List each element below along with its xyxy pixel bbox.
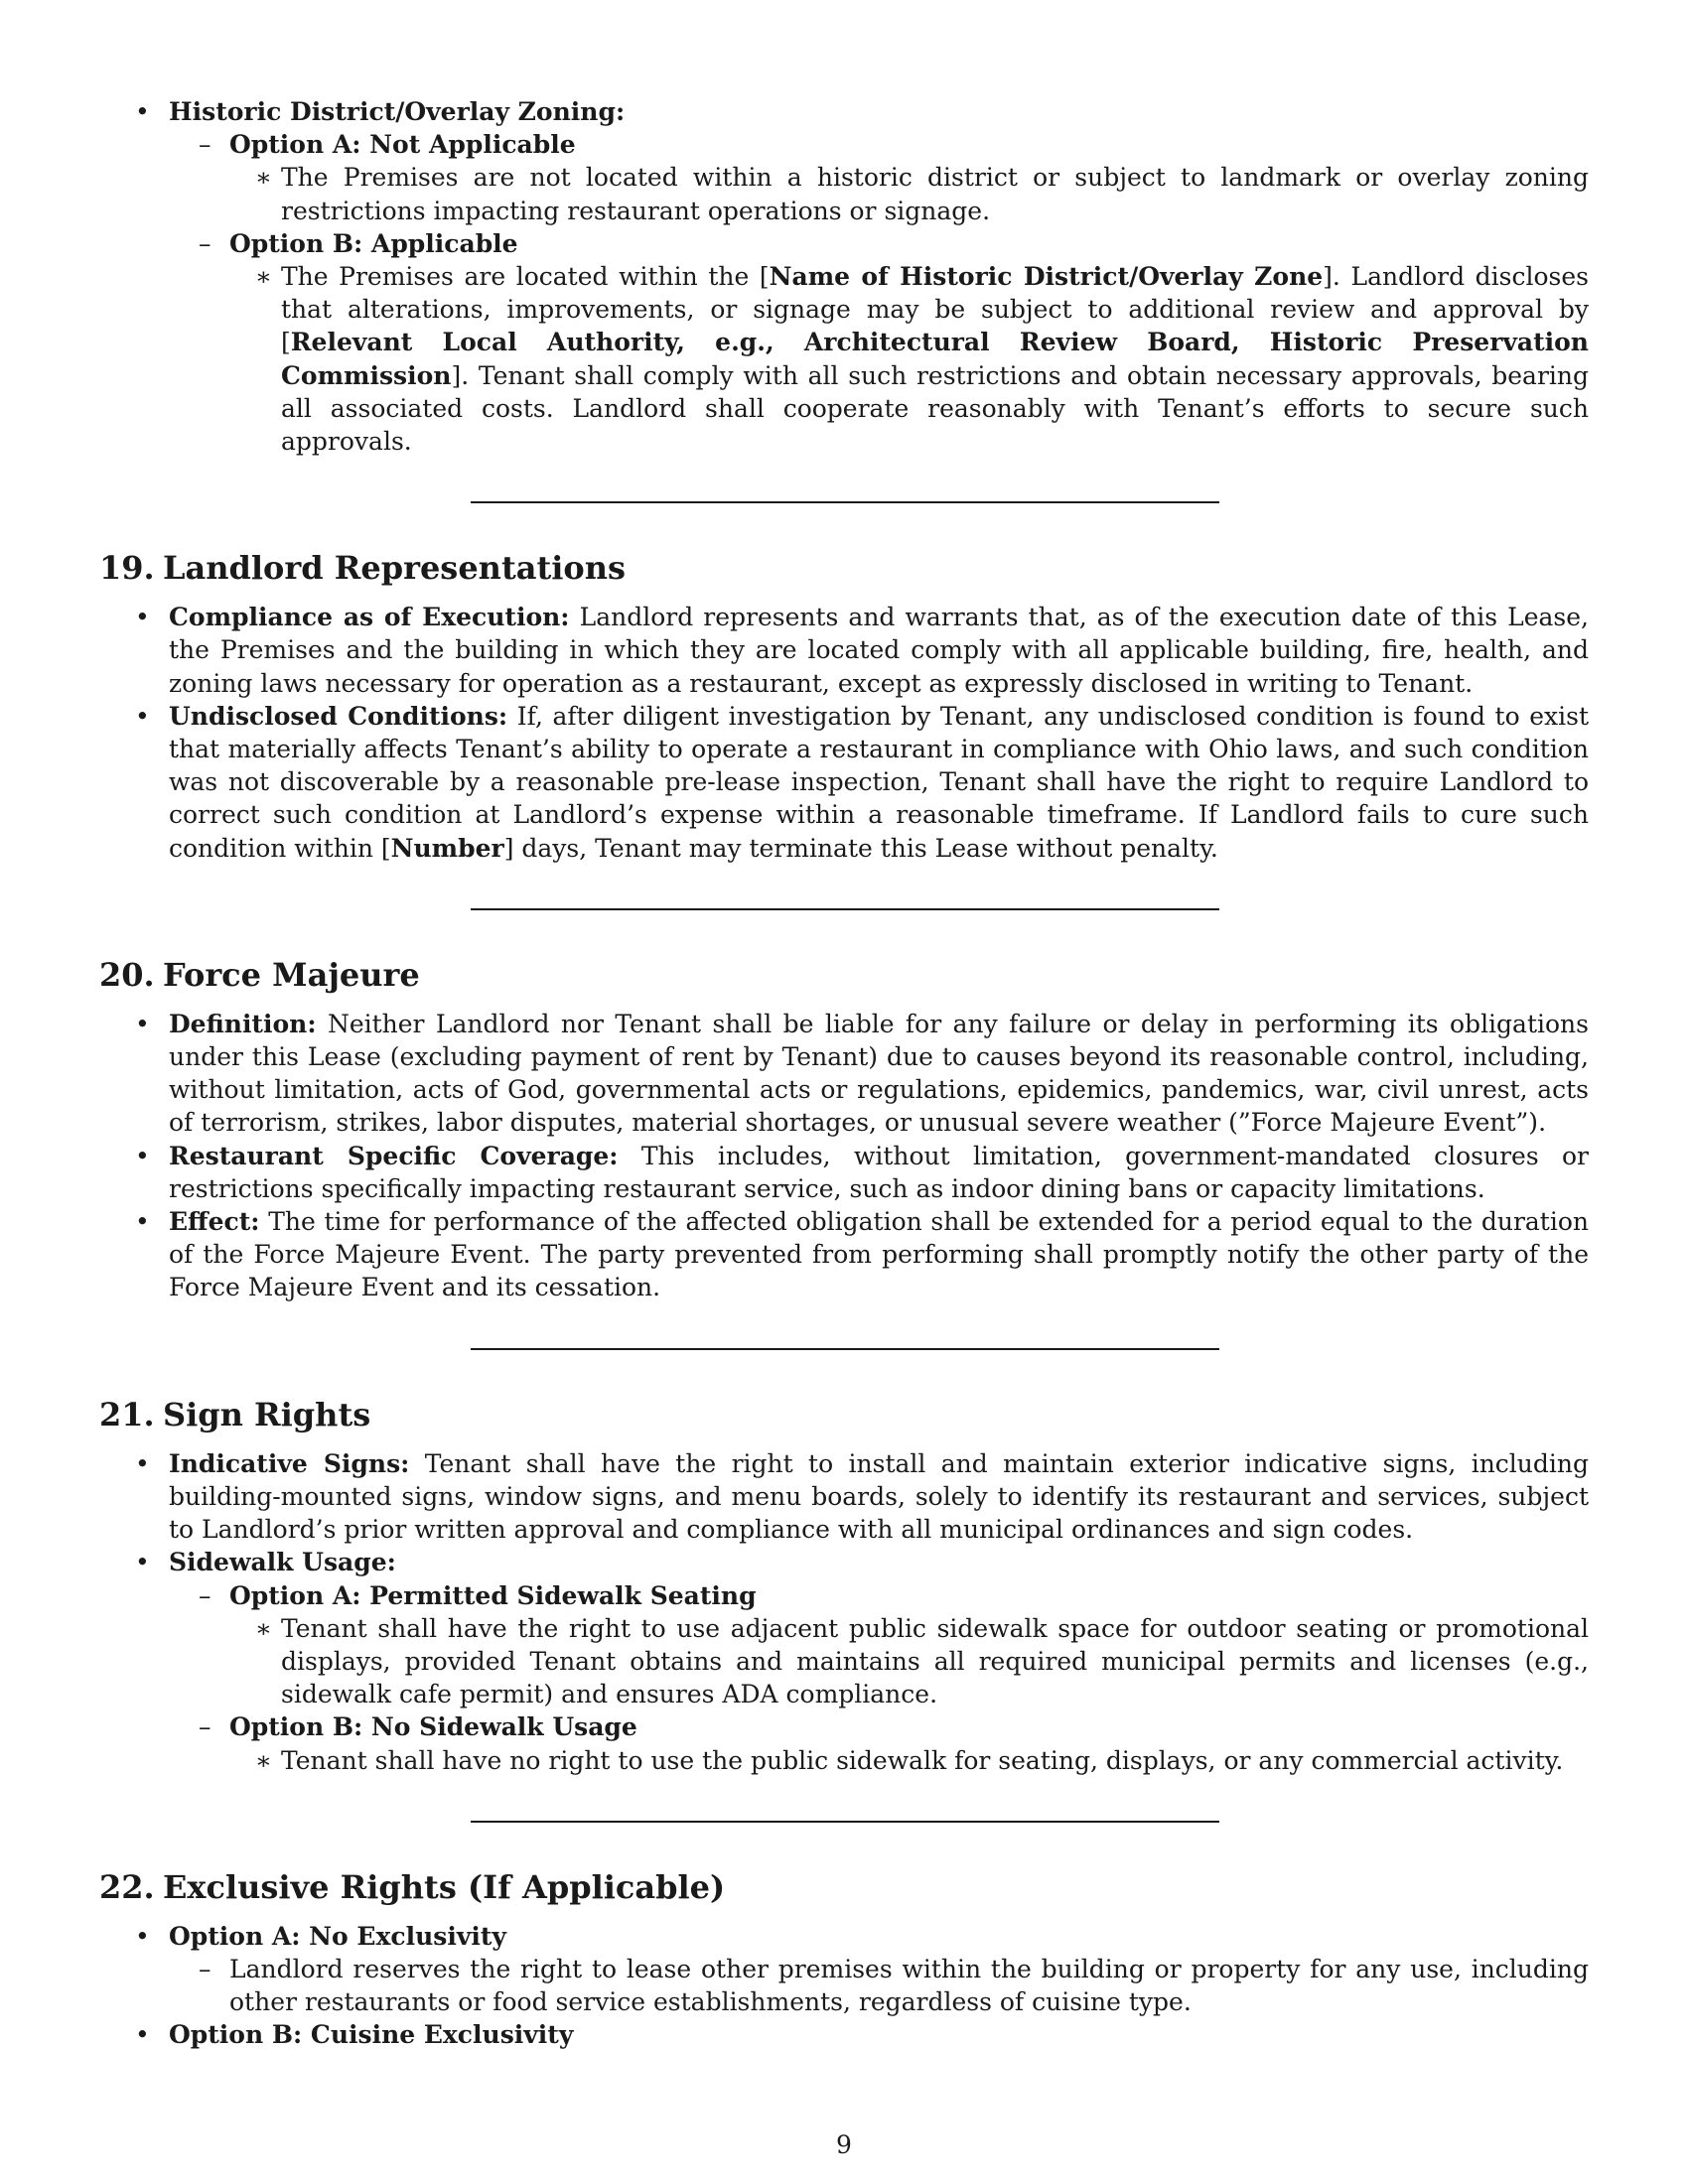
list-item: • Compliance as of Execution: Landlord represents and warrants that, as of the execution date of this Lease, the Premises and the building in which they are located comply with all applicable building, fire, health, and zoning laws necessary for operation as a restaurant, except as expressly disclosed in writing to Tenant. xyxy=(99,601,1589,700)
list-item: • Indicative Signs: Tenant shall have the right to install and maintain exterior indicative signs, including building-mounted signs, window signs, and menu boards, solely to identify its restaurant and services, subject to Landlord’s prior written approval and compliance with all municipal ordinances and sign codes. xyxy=(99,1447,1589,1547)
list-item: • Undisclosed Conditions: If, after diligent investigation by Tenant, any undisclosed condition is found to exist that materially affects Tenant’s ability to operate a restaurant in compliance with Ohio laws, and such condition was not discoverable by a reasonable pre-lease inspection, Tenant shall have the right to require Landlord to correct such condition at Landlord’s expense within a reasonable timeframe. If Landlord fails to cure such condition within [Number] days, Tenant may terminate this Lease without penalty. xyxy=(99,700,1589,865)
historic-option-b-text: ∗ The Premises are located within the [Name of Historic District/Overlay Zone]. Landlord discloses that alterations, improvements, or signage may be subject to additional review and approval by [Relevant Local Authority, e.g., Architectural Review Board, Historic Preservation Commission]. Tenant shall comply with all such restrictions and obtain necessary approvals, bearing all associated costs. Landlord shall cooperate reasonably with Tenant’s efforts to secure such approvals. xyxy=(229,260,1589,458)
sidewalk-option-b: – Option B: No Sidewalk Usage ∗ Tenant shall have no right to use the public sidewalk for seating, displays, or any commercial activity. xyxy=(169,1710,1589,1776)
historic-option-a-label: Option A: Not Applicable xyxy=(229,130,576,160)
page-content xyxy=(99,95,1589,2052)
section-21-heading: 21. Sign Rights xyxy=(99,1395,371,1433)
historic-item xyxy=(99,95,1589,458)
section-22-heading: 22. Exclusive Rights (If Applicable) xyxy=(99,1867,726,1906)
list-item: • Option A: No Exclusivity – Landlord reserves the right to lease other premises within the building or property for any use, including other restaurants or food service establishments, regardless of cuisine type. xyxy=(99,1920,1589,2019)
section-divider xyxy=(471,1348,1219,1350)
historic-list xyxy=(99,95,1589,458)
list-item: • Restaurant Specific Coverage: This includes, without limitation, government-mandated closures or restrictions specifically impacting restaurant service, such as indoor dining bans or capacity limitations. xyxy=(99,1140,1589,1205)
section-22-list xyxy=(99,1920,1589,2052)
historic-option-b xyxy=(169,227,1589,458)
historic-option-b-label: Option B: Applicable xyxy=(229,228,518,258)
list-item: • Sidewalk Usage: – Option A: Permitted Sidewalk Seating ∗ Tenant shall have the right to use adjacent public sidewalk space for outdoor seating or promotional displays, provided Tenant obtains and maintains all required municipal permits and licenses (e.g., sidewalk cafe permit) and ensures ADA compliance. – Option B: No Sidewalk Usage ∗ Tenant shall have no right to use the public sidewalk for seating, displays, or any commercial activity. xyxy=(99,1546,1589,1776)
sidewalk-option-a: – Option A: Permitted Sidewalk Seating ∗ Tenant shall have the right to use adjacent public sidewalk space for outdoor seating or promotional displays, provided Tenant obtains and maintains all required municipal permits and licenses (e.g., sidewalk cafe permit) and ensures ADA compliance. xyxy=(169,1579,1589,1711)
list-item: • Option B: Cuisine Exclusivity xyxy=(99,2018,1589,2051)
section-20-heading: 20. Force Majeure xyxy=(99,955,420,994)
section-19-list xyxy=(99,601,1589,865)
historic-label: Historic District/Overlay Zoning: xyxy=(169,97,626,126)
historic-options xyxy=(169,128,1589,458)
section-19-heading: 19. Landlord Representations xyxy=(99,549,627,588)
section-divider xyxy=(471,1821,1219,1823)
list-item: • Effect: The time for performance of the affected obligation shall be extended for a period equal to the duration of the Force Majeure Event. The party prevented from performing shall promptly notify the other party of the Force Majeure Event and its cessation. xyxy=(99,1205,1589,1304)
section-divider xyxy=(471,501,1219,503)
section-20-list xyxy=(99,1008,1589,1304)
list-item: • Definition: Neither Landlord nor Tenant shall be liable for any failure or delay in performing its obligations under this Lease (excluding payment of rent by Tenant) due to causes beyond its reasonable control, including, without limitation, acts of God, governmental acts or regulations, epidemics, pandemics, war, civil unrest, acts of terrorism, strikes, labor disputes, material shortages, or unusual severe weather (”Force Majeure Event”). xyxy=(99,1008,1589,1140)
historic-option-a xyxy=(169,128,1589,227)
section-divider xyxy=(471,908,1219,910)
section-21-list xyxy=(99,1447,1589,1777)
historic-option-a-text: ∗ The Premises are not located within a historic district or subject to landmark or overlay zoning restrictions impacting restaurant operations or signage. xyxy=(229,161,1589,226)
page-number: 9 xyxy=(836,2130,852,2159)
